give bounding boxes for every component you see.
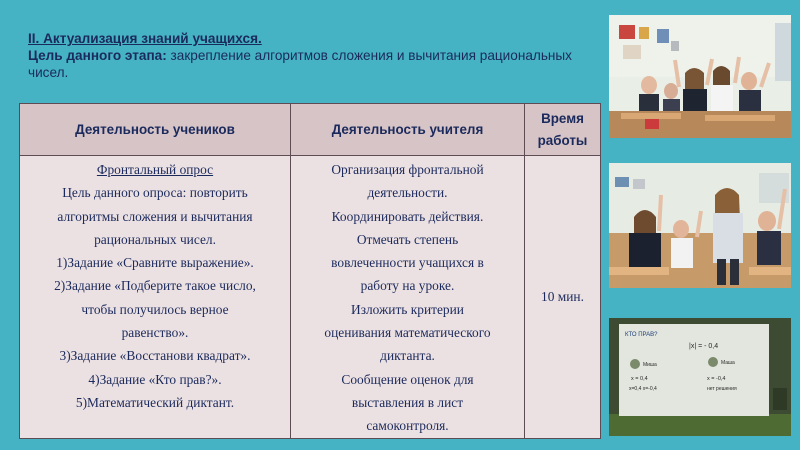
stage-goal xyxy=(28,47,588,81)
teacher-line: деятельности. xyxy=(367,185,448,201)
students-activity-cell xyxy=(20,156,291,439)
teacher-line: Изложить критерии xyxy=(351,301,464,317)
classroom-photo-1 xyxy=(609,15,791,138)
lesson-plan-table xyxy=(19,103,601,439)
students-line: чтобы получилось верное xyxy=(81,301,229,317)
table-header-row xyxy=(20,104,601,156)
goal-label: Цель данного этапа: xyxy=(28,48,167,63)
students-line: алгоритмы сложения и вычитания xyxy=(57,208,253,224)
table-row xyxy=(20,156,601,439)
teacher-line: Координировать действия. xyxy=(331,208,484,224)
students-line: рациональных чисел. xyxy=(94,231,216,247)
goal-text: закрепление алгоритмов сложения и вычитания рациональных чисел. xyxy=(28,48,572,80)
board-right-name: Маша xyxy=(721,360,735,366)
header-time: Время работы xyxy=(525,104,601,156)
teacher-line: Организация фронтальной xyxy=(331,162,484,177)
board-formula: |x| = - 0,4 xyxy=(689,343,719,350)
students-line: 3)Задание «Восстанови квадрат». xyxy=(59,348,251,364)
teacher-line: Сообщение оценок для xyxy=(341,371,474,387)
teacher-line: самоконтроля. xyxy=(366,418,449,434)
teacher-line: Отмечать степень xyxy=(356,231,459,247)
stage-title: II. Актуализация знаний учащихся. xyxy=(28,31,262,46)
header-students: Деятельность учеников xyxy=(20,104,291,156)
slide-heading xyxy=(28,30,588,81)
board-right-line1: x = -0,4 xyxy=(707,376,726,382)
board-left-line2: x=0,4 x=-0,4 xyxy=(629,386,657,392)
students-line: 1)Задание «Сравните выражение». xyxy=(56,255,254,271)
teacher-line: вовлеченности учащихся в xyxy=(331,255,484,271)
students-line: 5)Математический диктант. xyxy=(75,394,235,410)
board-left-name: Миша xyxy=(643,362,657,368)
board-right-line2: нет решения xyxy=(707,386,737,392)
board-left-line1: x = 0,4 xyxy=(631,376,648,382)
students-line: 2)Задание «Подберите такое число, xyxy=(54,278,256,294)
students-line: Цель данного опроса: повторить xyxy=(62,185,248,201)
board-photo xyxy=(609,318,791,436)
students-line: равенство». xyxy=(121,325,189,341)
teacher-line: оценивания математического xyxy=(324,325,491,341)
teacher-line: работу на уроке. xyxy=(360,278,455,294)
teacher-line: выставления в лист xyxy=(351,394,464,410)
board-title: КТО ПРАВ? xyxy=(625,332,658,338)
header-teacher: Деятельность учителя xyxy=(291,104,525,156)
teacher-activity-cell xyxy=(291,156,525,439)
students-line: 4)Задание «Кто прав?». xyxy=(88,371,222,387)
time-cell: 10 мин. xyxy=(525,156,601,439)
teacher-line: диктанта. xyxy=(380,348,435,364)
students-line: Фронтальный опрос xyxy=(96,162,214,177)
classroom-photo-2 xyxy=(609,163,791,288)
